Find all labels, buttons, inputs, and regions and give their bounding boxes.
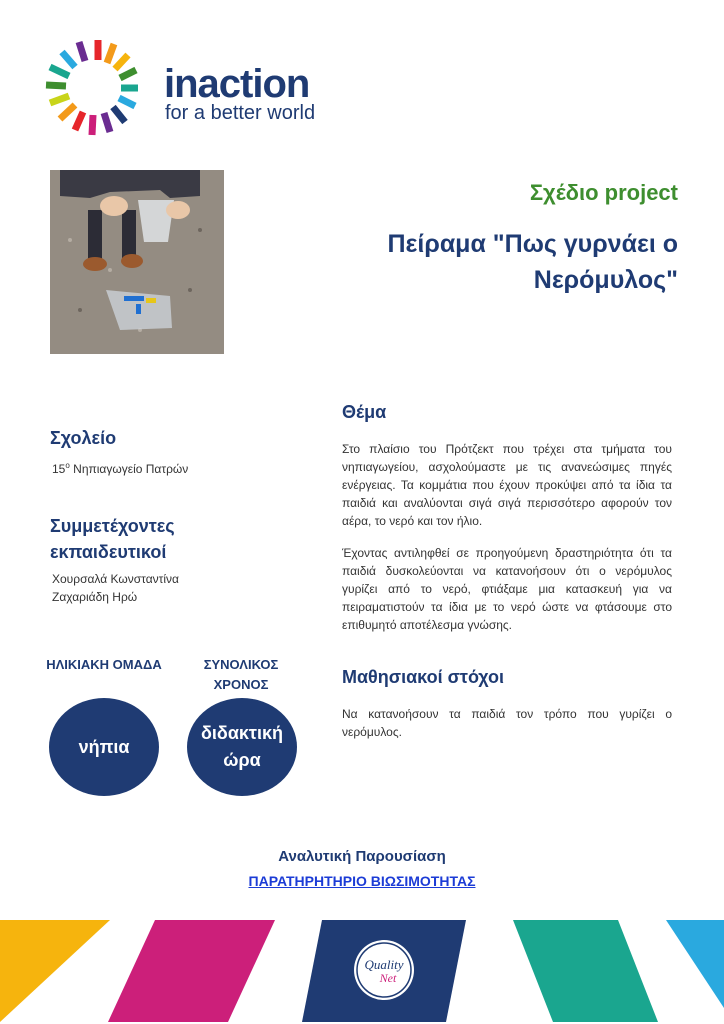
- qualitynet-badge-icon: [354, 940, 414, 1000]
- topic-paragraph: Έχοντας αντιληφθεί σε προηγούμενη δραστηριότητα ότι τα παιδιά δυσκολεύονται να κατανοήσουν ότι ο νερόμυλος γυρίζει από το νερό, φτιάξαμε μια κατασκευή για να πειραματιστούν τα ίδια με το νερό ώστε να φτάσουμε στο επιθυμητό αποτέλεσμα γνώσης.: [342, 546, 672, 632]
- topic-heading: Θέμα: [342, 402, 387, 422]
- observatory-link[interactable]: ΠΑΡΑΤΗΡΗΤΗΡΙΟ ΒΙΩΣΙΜΟΤΗΤΑΣ: [248, 873, 476, 889]
- brand-logo: [40, 36, 340, 146]
- goals-text: Να κατανοήσουν τα παιδιά τον τρόπο που γυρίζει ο νερόμυλος.: [342, 707, 672, 739]
- school-name: $15^o$ Νηπιαγωγείο Πατρών: [52, 461, 189, 476]
- brand-tagline: for a better world: [165, 102, 316, 124]
- school-heading: Σχολείο: [50, 428, 117, 448]
- sun-logo-icon: [40, 36, 152, 140]
- topic-paragraph: Στο πλαίσιο του Πρότζεκτ που τρέχει στα τμήματα του νηπιαγωγείου, ασχολούμαστε με τις ανανεώσιμες πηγές ενέργειας. Τα κομμάτια που έχουν προκύψει από τα ίδια τα παιδιά και αναλύονται σιγά σιγά περισσότερο αφορούν τον αέρα, το νερό και τον ήλιο.: [342, 442, 672, 528]
- brand-name: inaction: [164, 62, 310, 106]
- age-group-badge: νήπια: [49, 698, 159, 796]
- teacher-name: Χουρσαλά Κωνσταντίνα: [52, 572, 179, 586]
- total-time-badge: διδακτική ώρα: [187, 698, 297, 796]
- goals-heading: Μαθησιακοί στόχοι: [342, 667, 504, 687]
- experiment-photo: [50, 170, 224, 354]
- decorative-stripes: [0, 918, 724, 1024]
- project-label: Σχέδιο project: [529, 180, 678, 205]
- badge-text: Net: [379, 971, 397, 985]
- teachers-heading: Συμμετέχοντες εκπαιδευτικοί: [50, 516, 175, 562]
- age-group-label: ΗΛΙΚΙΑΚΗ ΟΜΑΔΑ: [46, 657, 162, 672]
- detailed-presentation-title: Αναλυτική Παρουσίαση: [278, 848, 446, 865]
- project-title: Πείραμα "Πως γυρνάει ο Νερόμυλος": [387, 230, 678, 294]
- badge-text: Quality: [364, 957, 404, 972]
- teacher-name: Ζαχαριάδη Ηρώ: [52, 590, 138, 604]
- total-time-label: ΣΥΝΟΛΙΚΟΣ ΧΡΟΝΟΣ: [203, 657, 279, 692]
